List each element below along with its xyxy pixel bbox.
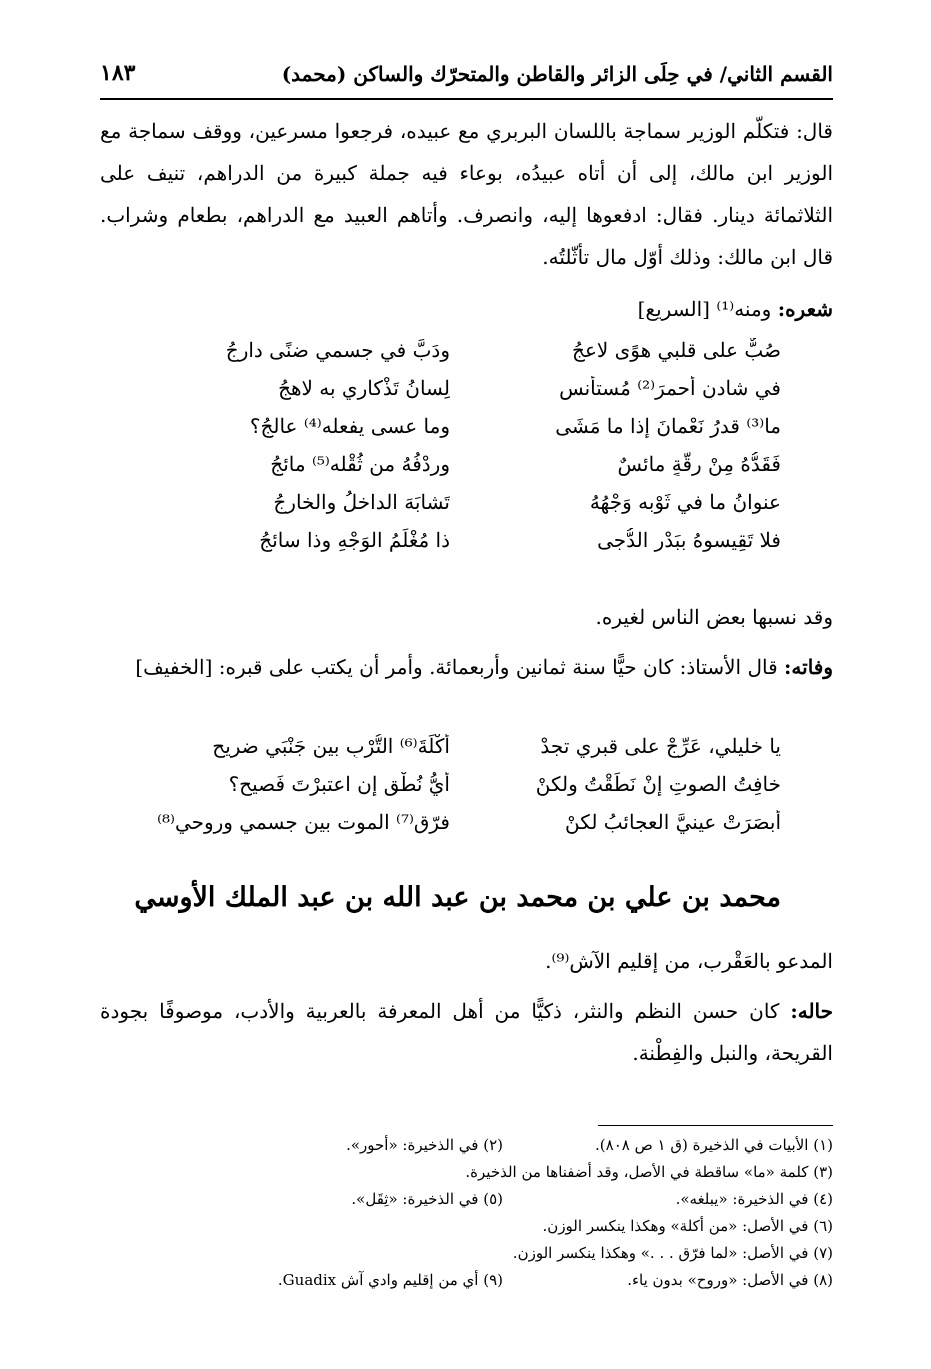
verse-line [100,810,833,848]
death-label: وفاته: [784,655,833,679]
status-text: كان حسن النظم والنثر، ذكيًّا من أهل المعرفة بالعربية والأدب، موصوفًا بجودة القريحة، والنبل والفِطْنة. [100,999,833,1065]
footnote: (١) الأبيات في الذخيرة (ق ١ ص ٨٠٨). [595,1136,833,1154]
verse-line [100,734,833,772]
footnote-line [100,1190,833,1217]
verse-second-hemistich: ورِدْفُهُ من ثُقْله⁽⁵⁾ مائجُ [270,452,450,476]
verse-first-hemistich: خافِتُ الصوتِ إنْ نَطَقْتُ ولكنْ [535,772,781,796]
verse-first-hemistich: في شادنٍ أحمرَ⁽²⁾ مُستأنسٍ [559,376,781,400]
epitaph-verses [100,734,833,848]
footnote-line [100,1271,833,1298]
biography-subtitle: المدعو بالعَقْرب، من إقليم الآش⁽⁹⁾. [545,949,833,973]
poem1-intro-text: ومنه⁽¹⁾ [السريع] [637,297,772,321]
footnote: (٩) أي من إقليم وادي آش Guadix. [277,1271,503,1289]
intro-paragraph: قال: فتكلّم الوزير سماجة باللسان البربري مع عبيده، فرجعوا مسرعين، ووقف سماجة مع الوزير ابن مالك، إلى أن أتاه عبيدُه، بوعاء فيه جملة كبيرة من الدراهم، تنيف على الثلاثمائة دينار. فقال: ادفعوها إليه، وانصرف. وأتاهم العبيد مع الدراهم، بطعام وشراب. قال ابن مالك: وذلك أوّل مال تأثّلتُه. [100,119,833,269]
verse-first-hemistich: فلا تَقِيسوهُ ببَدْرِ الدُّجى [597,528,781,552]
poem1-attribution: وقد نسبها بعض الناس لغيره. [595,605,833,629]
biography-heading: محمد بن علي بن محمد بن عبد الله بن عبد الملك الأوسي [134,882,781,913]
poem1-label: شعره: [777,297,833,321]
footnote: (٤) في الذخيرة: «يبلغه». [675,1190,833,1208]
death-section [100,646,833,688]
footnote: (٢) في الذخيرة: «أحور». [346,1136,503,1154]
verse-second-hemistich: ودَبَّ في جسمي ضنًى دارجُ [225,338,450,362]
page-header [100,58,833,100]
footnote-line [100,1217,833,1244]
verse-line [100,376,833,414]
verse-second-hemistich: أكْلَةَ⁽⁶⁾ التُّرْبِ بين جَنْبَي ضريحِ [212,734,450,758]
verse-line [100,772,833,810]
verse-line [100,338,833,376]
footnote-divider [598,1125,833,1126]
verse-first-hemistich: فَقَدُّهُ مِنْ رِقَّةٍ مائسٌ [617,452,781,476]
verse-second-hemistich: فرّق⁽⁷⁾ الموت بين جسمي وروحي⁽⁸⁾ [157,810,450,834]
footnote: (٧) في الأصل: «لما فرّق . . .» وهكذا ينكسر الوزن. [512,1244,833,1262]
running-title: القسم الثاني/ في حِلَى الزائر والقاطن والمتحرّك والساكن (محمد) [281,62,833,86]
biography-status [100,990,833,1074]
verse-first-hemistich: ما⁽³⁾ قدرُ نَعْمانَ إذا ما مَشَى [555,414,781,438]
footnote-line [100,1136,833,1163]
verse-line [100,452,833,490]
footnote: (٦) في الأصل: «من أكلة» وهكذا ينكسر الوزن. [542,1217,833,1235]
verse-line [100,414,833,452]
status-label: حاله: [790,999,834,1023]
verse-second-hemistich: تَشابَهَ الداخلُ والخارجُ [273,490,450,514]
verse-line [100,490,833,528]
verse-first-hemistich: صُبٌّ على قلبي هوًى لاعجُ [572,338,781,362]
footnote: (٣) كلمة «ما» ساقطة في الأصل، وقد أضفناها من الذخيرة. [465,1163,833,1181]
verse-second-hemistich: أيُّ نُطْقٍ إن اعتبرْتَ فَصيحِ؟ [228,772,450,796]
footnotes [100,1136,833,1298]
verse-first-hemistich: عنوانُ ما في ثَوْبه وَجْهُهُ [589,490,781,514]
page-number: ١٨٣ [100,60,136,86]
footnote: (٥) في الذخيرة: «ثِقَل». [351,1190,503,1208]
footnote: (٨) في الأصل: «وروح» بدون ياء. [627,1271,833,1289]
verse-first-hemistich: يا خليلي، عَرِّجْ على قبري تجدْ [540,734,781,758]
footnote-line [100,1163,833,1190]
poem1-verses [100,338,833,566]
verse-second-hemistich: ذا مُغْلَمُ الوَجْهِ وذا سائجُ [259,528,450,552]
footnote-line [100,1244,833,1271]
verse-first-hemistich: أبصَرَتْ عينيَّ العجائبُ لكنْ [565,810,781,834]
poem1-intro [100,288,833,330]
verse-second-hemistich: وما عسى يفعله⁽⁴⁾ عالجُ؟ [249,414,450,438]
death-text: قال الأستاذ: كان حيًّا سنة ثمانين وأربعمائة. وأمر أن يكتب على قبره: [الخفيف] [135,655,778,679]
verse-line [100,528,833,566]
verse-second-hemistich: لِسانُ تَذْكاري به لاهجُ [278,376,450,400]
